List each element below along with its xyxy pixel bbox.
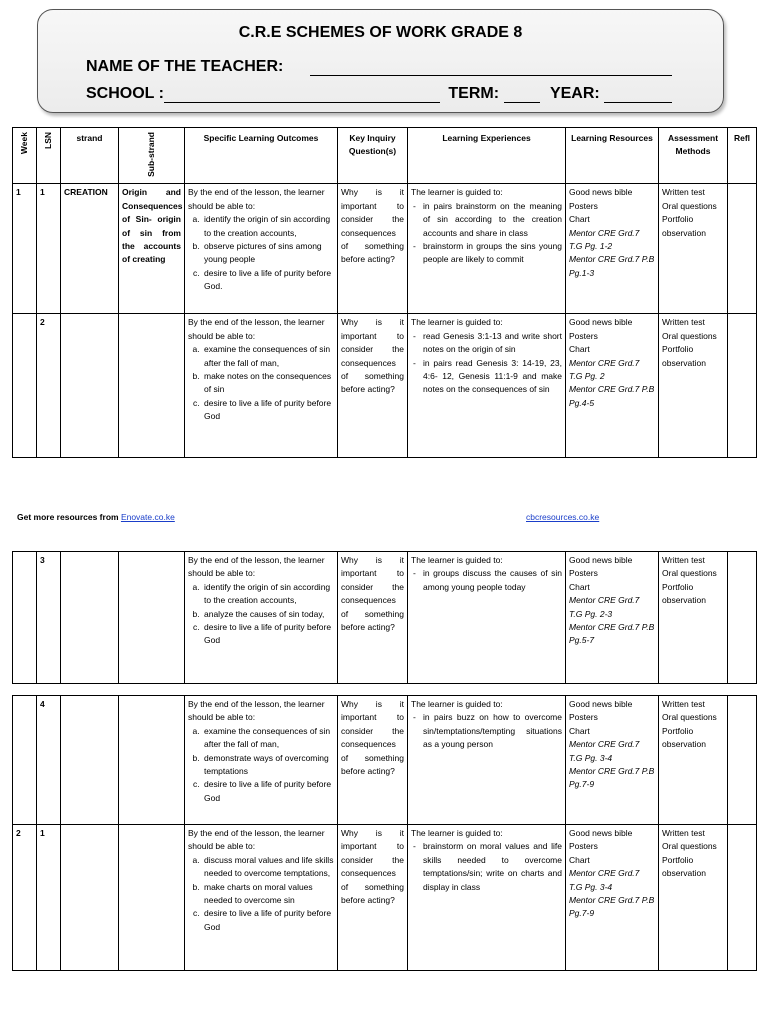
inquiry-question-cell: Why is it important to consider the consequences of something before acting? [338, 552, 408, 684]
resource-item: Mentor CRE Grd.7 P.B Pg.1-3 [569, 254, 655, 278]
outcomes-intro: By the end of the lesson, the learner should be able to: [188, 828, 325, 852]
outcomes-cell [185, 696, 338, 825]
resource-item: Mentor CRE Grd.7 P.B Pg.7-9 [569, 895, 655, 919]
resource-item: Posters [569, 568, 598, 579]
resource-item: Good news bible [569, 317, 633, 328]
resource-item: Good news bible [569, 828, 633, 838]
substrand-cell [119, 696, 185, 825]
assessment-item: observation [662, 357, 706, 368]
outcome-item: b. make notes on the consequences of sin [202, 370, 334, 397]
assessment-cell [659, 825, 728, 971]
experience-item: - brainstorm in groups the sins young people are likely to commit [423, 240, 562, 267]
experiences-list [411, 711, 562, 751]
outcome-item: b. observe pictures of sins among young people [202, 240, 334, 267]
assessment-cell [659, 696, 728, 825]
outcomes-list [188, 213, 334, 293]
resource-item: Chart [569, 725, 590, 736]
table-row [13, 825, 757, 971]
col-header-lsn: LSN [37, 128, 61, 184]
col-header-resources: Learning Resources [566, 128, 659, 184]
experiences-list [411, 200, 562, 267]
resources-cell [566, 825, 659, 971]
reflection-cell[interactable] [728, 184, 757, 314]
teacher-name-line [86, 58, 672, 76]
outcome-item: a. examine the consequences of sin after the fall of man, [202, 343, 334, 370]
resource-item: Good news bible [569, 187, 633, 198]
inquiry-question-cell: Why is it important to consider the consequences of something before acting? [338, 696, 408, 825]
strand-cell [61, 552, 119, 684]
reflection-cell[interactable] [728, 825, 757, 971]
header-box [37, 9, 724, 113]
assessment-item: Portfolio [662, 725, 694, 736]
resource-item: Good news bible [569, 699, 633, 709]
reflection-cell[interactable] [728, 314, 757, 458]
experiences-cell [408, 696, 566, 825]
experience-item: - in pairs buzz on how to overcome sin/temptations/tempting situations as a young person [423, 711, 562, 751]
outcomes-list [188, 581, 334, 648]
table-row [13, 184, 757, 314]
term-field[interactable] [504, 90, 540, 103]
strand-cell [61, 314, 119, 458]
resource-item: Mentor CRE Grd.7 T.G Pg. 3-4 [569, 868, 640, 892]
resources-cell [566, 314, 659, 458]
col-header-question: Key Inquiry Question(s) [338, 128, 408, 184]
table-row [13, 552, 757, 684]
resources-cell [566, 552, 659, 684]
assessment-item: Written test [662, 699, 705, 709]
assessment-item: Portfolio [662, 581, 694, 592]
resource-item: Posters [569, 330, 598, 341]
document-title: C.R.E SCHEMES OF WORK GRADE 8 [238, 24, 523, 41]
table-header-row [13, 128, 757, 184]
outcomes-cell [185, 314, 338, 458]
outcomes-list [188, 854, 334, 934]
experiences-cell [408, 825, 566, 971]
assessment-item: Written test [662, 555, 705, 565]
week-cell [13, 696, 37, 825]
substrand-cell [119, 314, 185, 458]
schemes-table-page-2a [12, 551, 757, 684]
resource-item: Mentor CRE Grd.7 P.B Pg.4-5 [569, 384, 655, 408]
week-cell [13, 552, 37, 684]
experience-item: - brainstorm on moral values and life skills needed to overcome temptations/sin; write on charts and display in class [423, 840, 562, 894]
experiences-cell [408, 314, 566, 458]
teacher-name-field[interactable] [310, 63, 672, 76]
col-header-substrand: Sub-strand [119, 128, 185, 184]
outcome-item: c. desire to live a life of purity before God [202, 778, 334, 805]
school-field[interactable] [164, 90, 440, 103]
resource-item: Chart [569, 581, 590, 592]
resource-item: Mentor CRE Grd.7 P.B Pg.5-7 [569, 622, 655, 646]
assessment-item: Portfolio [662, 854, 694, 865]
experiences-cell [408, 552, 566, 684]
schemes-table-page-1 [12, 127, 757, 458]
outcomes-intro: By the end of the lesson, the learner should be able to: [188, 187, 325, 211]
week-cell [13, 314, 37, 458]
assessment-cell [659, 184, 728, 314]
experiences-list [411, 330, 562, 397]
col-header-outcomes: Specific Learning Outcomes [185, 128, 338, 184]
assessment-item: observation [662, 739, 706, 750]
assessment-cell [659, 314, 728, 458]
lesson-cell: 1 [37, 825, 61, 971]
footer-link-cbcresources[interactable]: cbcresources.co.ke [526, 512, 600, 522]
term-label: TERM: [448, 85, 500, 102]
outcome-item: c. desire to live a life of purity before God [202, 621, 334, 648]
year-field[interactable] [604, 90, 672, 103]
experiences-list [411, 567, 562, 594]
assessment-item: Written test [662, 187, 705, 198]
resource-item: Mentor CRE Grd.7 T.G Pg. 2-3 [569, 595, 640, 619]
resource-item: Mentor CRE Grd.7 T.G Pg. 2 [569, 357, 640, 381]
experiences-intro: The learner is guided to: [411, 187, 503, 198]
lesson-cell: 2 [37, 314, 61, 458]
outcomes-cell [185, 184, 338, 314]
col-header-assessment: Assessment Methods [659, 128, 728, 184]
strand-cell: CREATION [61, 184, 119, 314]
outcome-item: a. discuss moral values and life skills needed to overcome temptations, [202, 854, 334, 881]
resource-item: Posters [569, 200, 598, 211]
outcome-item: c. desire to live a life of purity before God [202, 397, 334, 424]
resource-item: Posters [569, 841, 598, 852]
substrand-cell [119, 552, 185, 684]
resource-item: Chart [569, 344, 590, 355]
assessment-item: Oral questions [662, 841, 717, 852]
assessment-item: Oral questions [662, 330, 717, 341]
assessment-item: observation [662, 595, 706, 606]
experience-item: - in pairs brainstorm on the meaning of sin according to the creation accounts and share in class [423, 200, 562, 240]
assessment-item: observation [662, 227, 706, 238]
footer-left [17, 512, 175, 522]
assessment-item: Portfolio [662, 344, 694, 355]
outcomes-list [188, 343, 334, 423]
col-header-experiences: Learning Experiences [408, 128, 566, 184]
lesson-cell: 3 [37, 552, 61, 684]
outcome-item: b. analyze the causes of sin today, [202, 608, 334, 621]
outcome-item: a. examine the consequences of sin after the fall of man, [202, 725, 334, 752]
table-row [13, 314, 757, 458]
outcome-item: b. demonstrate ways of overcoming temptations [202, 752, 334, 779]
resource-item: Mentor CRE Grd.7 P.B Pg.7-9 [569, 766, 655, 790]
week-cell: 2 [13, 825, 37, 971]
week-cell: 1 [13, 184, 37, 314]
outcome-item: a. identify the origin of sin according to the creation accounts, [202, 581, 334, 608]
assessment-item: Oral questions [662, 568, 717, 579]
assessment-item: Written test [662, 317, 705, 328]
lesson-cell: 1 [37, 184, 61, 314]
footer-link-enovate[interactable]: Enovate.co.ke [120, 512, 175, 522]
reflection-cell[interactable] [728, 696, 757, 825]
experience-item: - in groups discuss the causes of sin among young people today [423, 567, 562, 594]
resource-item: Chart [569, 854, 590, 865]
outcomes-intro: By the end of the lesson, the learner should be able to: [188, 317, 325, 341]
outcome-item: c. desire to live a life of purity before God [202, 907, 334, 934]
outcomes-intro: By the end of the lesson, the learner should be able to: [188, 699, 325, 723]
assessment-item: Oral questions [662, 712, 717, 723]
substrand-cell: Origin and Consequences of Sin- origin of sin from the accounts of creating [119, 184, 185, 314]
resources-cell [566, 696, 659, 825]
year-label: YEAR: [549, 85, 600, 102]
reflection-cell[interactable] [728, 552, 757, 684]
inquiry-question-cell: Why is it important to consider the consequences of something before acting? [338, 825, 408, 971]
outcomes-intro: By the end of the lesson, the learner should be able to: [188, 555, 325, 579]
experiences-intro: The learner is guided to: [411, 555, 503, 565]
footer-right [526, 512, 599, 522]
experiences-intro: The learner is guided to: [411, 317, 503, 328]
resources-cell [566, 184, 659, 314]
experience-item: - in pairs read Genesis 3: 14-19, 23, 4:6- 12, Genesis 11:1-9 and make notes on the consequences of sin [423, 357, 562, 397]
assessment-item: observation [662, 868, 706, 879]
outcome-item: b. make charts on moral values needed to overcome sin [202, 881, 334, 908]
substrand-cell [119, 825, 185, 971]
school-label: SCHOOL : [86, 85, 164, 102]
assessment-item: Portfolio [662, 214, 694, 225]
inquiry-question-cell: Why is it important to consider the consequences of something before acting? [338, 314, 408, 458]
table-row [13, 696, 757, 825]
resource-item: Chart [569, 214, 590, 225]
resource-item: Mentor CRE Grd.7 T.G Pg. 1-2 [569, 227, 640, 251]
school-term-year-line [86, 85, 672, 103]
experiences-intro: The learner is guided to: [411, 828, 503, 838]
assessment-item: Written test [662, 828, 705, 838]
resource-item: Posters [569, 712, 598, 723]
col-header-week: Week [13, 128, 37, 184]
outcome-item: a. identify the origin of sin according to the creation accounts, [202, 213, 334, 240]
resource-item: Mentor CRE Grd.7 T.G Pg. 3-4 [569, 739, 640, 763]
outcomes-cell [185, 552, 338, 684]
experience-item: - read Genesis 3:1-13 and write short notes on the origin of sin [423, 330, 562, 357]
experiences-intro: The learner is guided to: [411, 699, 503, 709]
outcomes-cell [185, 825, 338, 971]
schemes-table-page-2b [12, 695, 757, 971]
strand-cell [61, 696, 119, 825]
experiences-list [411, 840, 562, 894]
teacher-label: NAME OF THE TEACHER: [86, 58, 284, 75]
assessment-item: Oral questions [662, 200, 717, 211]
outcome-item: c. desire to live a life of purity before God. [202, 267, 334, 294]
assessment-cell [659, 552, 728, 684]
outcomes-list [188, 725, 334, 805]
col-header-reflection: Refl [728, 128, 757, 184]
col-header-strand: strand [61, 128, 119, 184]
lesson-cell: 4 [37, 696, 61, 825]
footer-prefix: Get more resources from [17, 512, 121, 522]
strand-cell [61, 825, 119, 971]
inquiry-question-cell: Why is it important to consider the consequences of something before acting? [338, 184, 408, 314]
resource-item: Good news bible [569, 555, 633, 565]
experiences-cell [408, 184, 566, 314]
